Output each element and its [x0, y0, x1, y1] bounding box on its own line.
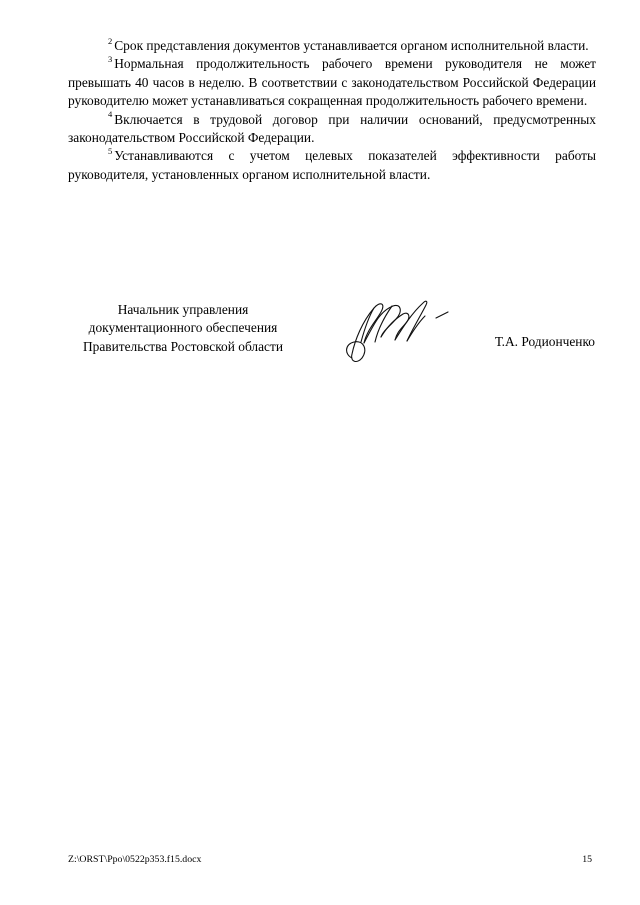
footnote-2-marker: 2 — [108, 35, 113, 46]
footnote-2 — [68, 37, 596, 55]
signatory-position-line-3: Правительства Ростовской области — [82, 338, 284, 354]
footnote-2-text: Срок представления документов устанавливается органом исполнительной власти. — [114, 38, 589, 53]
signatory-position — [63, 301, 303, 356]
footer-page-number: 15 — [582, 854, 592, 865]
footnote-4-text: Включается в трудовой договор при наличии оснований, предусмотренных законодательством Российской Федерации. — [68, 111, 596, 146]
handwritten-signature — [340, 288, 450, 370]
signatory-position-line-2: документационного обеспечения — [88, 320, 278, 336]
footnote-5-marker: 5 — [108, 145, 113, 156]
footnote-5 — [68, 147, 596, 184]
footnote-3 — [68, 55, 596, 110]
footnote-5-text: Устанавливаются с учетом целевых показателей эффективности работы руководителя, установленных органом исполнительной власти. — [68, 148, 596, 182]
footnotes-section — [68, 37, 596, 184]
footnote-4-marker: 4 — [108, 109, 113, 120]
footer-file-path: Z:\ORST\Ppo\0522p353.f15.docx — [68, 854, 202, 865]
signer-name: Т.А. Родионченко — [494, 334, 595, 349]
footnote-4 — [68, 111, 596, 148]
footnote-3-text: Нормальная продолжительность рабочего времени руководителя не может превышать 40 часов в неделю. В соответствии с законодательством Российской Федерации руководителю может устанавливаться сокращенная продолжительность рабочего времени. — [68, 56, 596, 109]
footnote-3-marker: 3 — [108, 53, 113, 64]
signatory-position-line-1: Начальник управления — [117, 302, 249, 317]
